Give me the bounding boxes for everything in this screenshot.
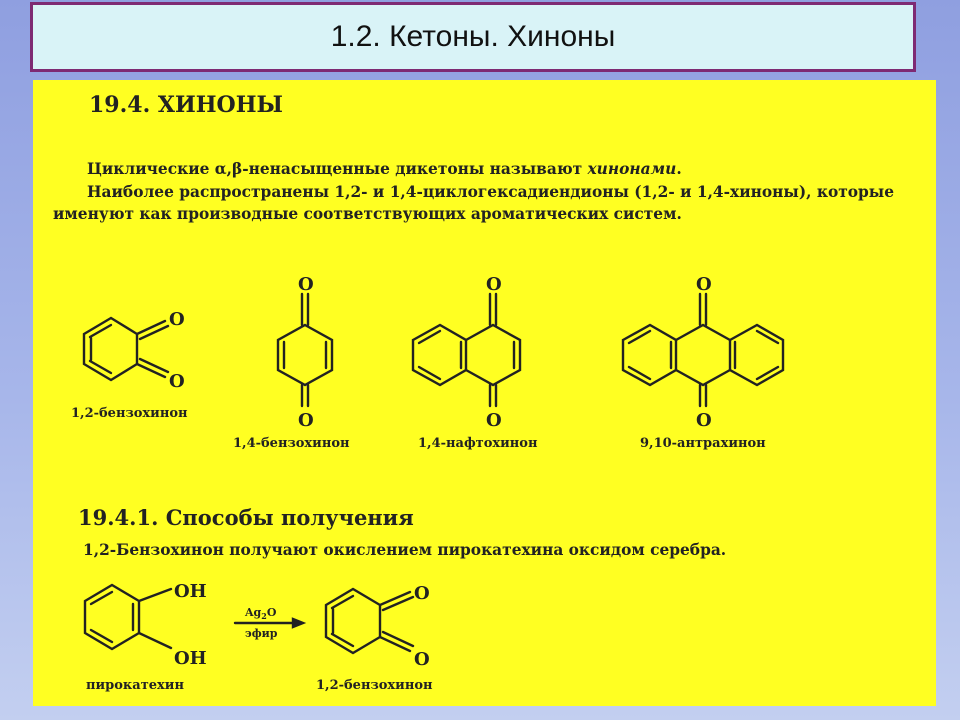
label-product-benzoquinone: 1,2-бензохинон bbox=[316, 678, 433, 693]
structure-1-4-benzoquinone bbox=[278, 294, 332, 406]
subsection-heading: 19.4.1. Способы получения bbox=[78, 505, 414, 530]
quinones-term: хинонами bbox=[587, 160, 677, 178]
atom-o: O bbox=[486, 410, 502, 431]
synthesis-sentence: 1,2-Бензохинон получают окислением пирокатехина оксидом серебра. bbox=[83, 541, 727, 559]
label-pyrocatechol: пирокатехин bbox=[86, 678, 184, 693]
intro-line-2: Наиболее распространены 1,2- и 1,4-циклогексадиендионы (1,2- и 1,4-хиноны), которые именуют как производные соответствующих ароматических систем. bbox=[53, 182, 894, 223]
atom-o: O bbox=[696, 410, 712, 431]
structures-diagram bbox=[33, 80, 936, 706]
atom-o: O bbox=[298, 274, 314, 295]
reagent-label: $Ag_2O$ bbox=[245, 606, 277, 621]
textbook-page-panel bbox=[33, 80, 936, 706]
structure-product-benzoquinone bbox=[326, 589, 413, 653]
structure-1-2-benzoquinone bbox=[84, 318, 168, 380]
label-9-10-anthraquinone: 9,10-антрахинон bbox=[640, 436, 766, 451]
atom-o: O bbox=[696, 274, 712, 295]
atom-o: O bbox=[169, 371, 185, 392]
solvent-label: эфир bbox=[245, 627, 278, 640]
label-1-2-benzoquinone: 1,2-бензохинон bbox=[71, 406, 188, 421]
atom-o: O bbox=[486, 274, 502, 295]
atom-o: O bbox=[414, 649, 430, 670]
slide-title: 1.2. Кетоны. Хиноны bbox=[330, 20, 616, 53]
section-heading: 19.4. ХИНОНЫ bbox=[89, 92, 283, 118]
label-1-4-benzoquinone: 1,4-бензохинон bbox=[233, 436, 350, 451]
atom-o: O bbox=[298, 410, 314, 431]
intro-end: . bbox=[676, 160, 682, 178]
atom-o: O bbox=[169, 309, 185, 330]
structure-9-10-anthraquinone bbox=[623, 294, 783, 406]
atom-o: O bbox=[414, 583, 430, 604]
slide-title-bar bbox=[30, 2, 916, 72]
label-1-4-naphthoquinone: 1,4-нафтохинон bbox=[418, 436, 538, 451]
atom-oh: OH bbox=[174, 581, 207, 602]
structure-1-4-naphthoquinone bbox=[413, 294, 520, 406]
intro-text-1: Циклические α,β-ненасыщенные дикетоны называют bbox=[87, 160, 588, 178]
atom-oh: OH bbox=[174, 648, 207, 669]
structure-pyrocatechol bbox=[85, 585, 171, 649]
reaction-arrow bbox=[235, 619, 303, 627]
